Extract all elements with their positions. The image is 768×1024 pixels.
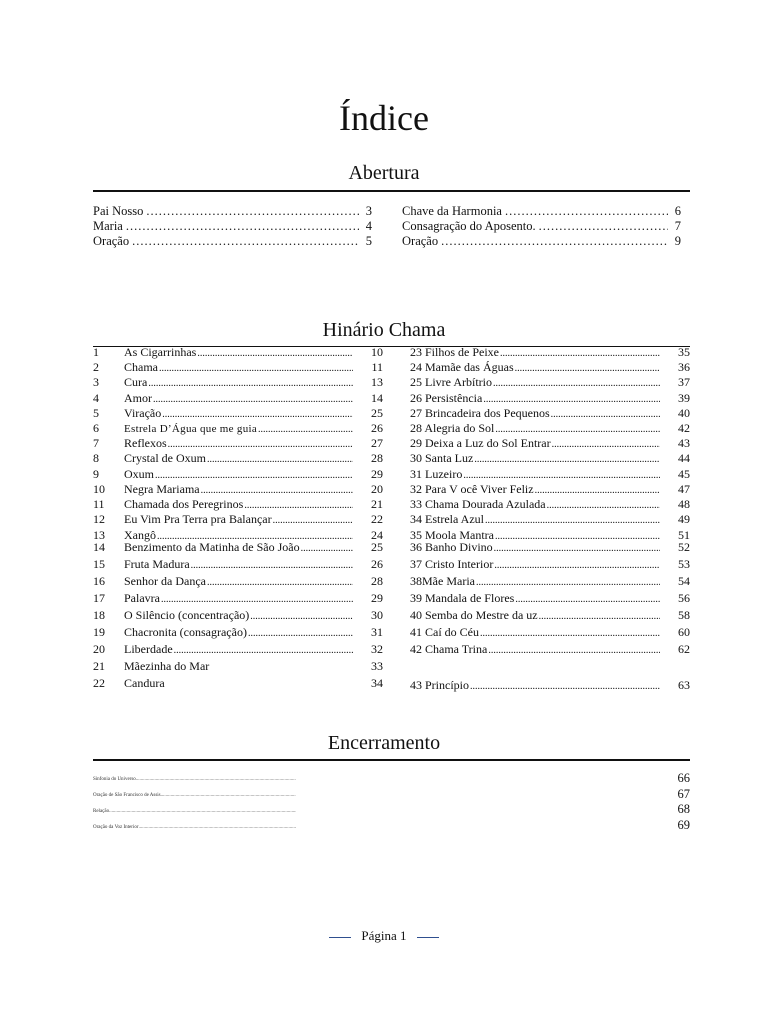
toc-leader-dots <box>155 468 353 483</box>
closing-entry-page: 68 <box>677 802 690 816</box>
hymn-entry[interactable] <box>410 451 690 466</box>
closing-entry-label: Oração da Voz Interior <box>93 825 139 830</box>
toc-leader-dots <box>161 788 296 804</box>
hymn-number: 17 <box>93 591 105 606</box>
toc-entry-page: 4 <box>365 219 372 233</box>
hymn-number: 18 <box>93 608 105 623</box>
hymn-entry[interactable] <box>410 375 690 390</box>
hymn-number: 14 <box>93 540 105 555</box>
toc-entry-page: 5 <box>365 234 372 248</box>
toc-leader-dots <box>494 557 660 574</box>
hymn-page: 26 <box>371 420 383 435</box>
hymn-title: Negra Mariama <box>124 481 200 496</box>
closing-entry-page: 67 <box>677 786 690 801</box>
hymn-page: 51 <box>678 528 690 543</box>
toc-entry[interactable] <box>93 204 372 219</box>
hymn-number: 6 <box>93 420 99 435</box>
toc-entry-label: Oração <box>402 234 439 248</box>
hymn-page: 48 <box>678 496 690 511</box>
hymn-title: 42 Chama Trina <box>410 642 488 657</box>
toc-entry-page: 6 <box>674 204 681 218</box>
hymn-page: 22 <box>371 512 383 527</box>
toc-leader-dots <box>535 483 660 498</box>
hymn-title: Benzimento da Matinha de São João <box>124 540 300 555</box>
hymn-page: 43 <box>678 436 690 451</box>
hymn-number: 3 <box>93 375 99 390</box>
toc-leader-dots <box>474 452 660 467</box>
hymn-page: 25 <box>371 405 383 420</box>
hymn-title: As Cigarrinhas <box>124 345 197 359</box>
hymn-page: 56 <box>678 591 690 606</box>
hymn-page: 25 <box>371 540 383 555</box>
toc-leader-dots <box>248 625 353 642</box>
toc-entry[interactable] <box>93 234 372 249</box>
hymn-page: 40 <box>678 405 690 420</box>
hymn-entry[interactable] <box>410 360 690 375</box>
hymn-page: 30 <box>371 608 383 623</box>
toc-leader-dots <box>191 557 353 574</box>
toc-entry[interactable] <box>93 219 372 234</box>
hymn-entry[interactable] <box>93 391 383 406</box>
hymn-title: 31 Luzeiro <box>410 466 463 481</box>
toc-leader-dots <box>244 498 353 513</box>
hymn-page: 32 <box>371 642 383 657</box>
section-heading-abertura: Abertura <box>348 162 420 184</box>
hymn-title: 29 Deixa a Luz do Sol Entrar <box>410 436 551 451</box>
hymn-title: 27 Brincadeira dos Pequenos <box>410 405 550 420</box>
hymn-title: Cura <box>124 375 148 390</box>
hymn-entry[interactable] <box>410 590 690 607</box>
hymn-number: 8 <box>93 451 99 466</box>
hymn-page: 33 <box>371 659 383 674</box>
hymn-number: 7 <box>93 436 99 451</box>
hymn-entry[interactable] <box>410 467 690 482</box>
closing-entry[interactable] <box>93 804 296 820</box>
closing-entry-label: Sinfonia do Universo <box>93 777 136 782</box>
hymn-title: Chacronita (consagração) <box>124 625 247 640</box>
toc-leader-dots <box>494 543 660 555</box>
toc-leader-dots <box>126 219 359 234</box>
hymn-title: Mãezinha do Mar <box>124 659 210 674</box>
toc-leader-dots <box>301 543 353 555</box>
hymn-entry[interactable] <box>93 541 383 553</box>
toc-entry[interactable] <box>402 219 681 234</box>
hymn-page: 28 <box>371 574 383 589</box>
hymn-page: 34 <box>371 676 383 691</box>
hymn-title: 43 Princípio <box>410 678 469 693</box>
closing-entry[interactable] <box>93 788 296 804</box>
hymn-entry[interactable] <box>93 497 383 512</box>
toc-leader-dots <box>168 437 353 452</box>
hymn-title: 36 Banho Divino <box>410 540 493 555</box>
toc-leader-dots <box>495 531 660 543</box>
hymn-entry[interactable] <box>410 624 690 641</box>
hymn-title: 25 Livre Arbítrio <box>410 375 492 390</box>
hymn-page: 13 <box>371 375 383 390</box>
hymn-number: 4 <box>93 390 99 405</box>
hymn-title: Estrela D’Água que me guia <box>124 422 258 435</box>
hymn-title: Xangô <box>124 528 156 543</box>
hymn-page: 58 <box>678 608 690 623</box>
hymn-page: 27 <box>371 436 383 451</box>
hymn-number: 9 <box>93 466 99 481</box>
hymn-title: 34 Estrela Azul <box>410 512 484 527</box>
hymn-page: 60 <box>678 625 690 640</box>
hymn-page: 45 <box>678 466 690 481</box>
hymn-entry[interactable] <box>410 573 690 590</box>
toc-leader-dots <box>463 468 660 483</box>
hymn-title: Palavra <box>124 591 160 606</box>
toc-leader-dots <box>470 678 660 695</box>
hymn-entry[interactable] <box>93 467 383 482</box>
hymn-number: 19 <box>93 625 105 640</box>
toc-entry-label: Maria <box>93 219 123 233</box>
toc-leader-dots <box>476 574 660 591</box>
hymn-title: 30 Santa Luz <box>410 451 474 466</box>
hymn-title: 23 Filhos de Peixe <box>410 345 499 359</box>
hymn-title: Crystal de Oxum <box>124 451 206 466</box>
section-heading-encerramento: Encerramento <box>327 732 441 754</box>
toc-leader-dots <box>273 513 353 528</box>
toc-leader-dots <box>207 574 353 591</box>
hymn-number: 13 <box>93 528 105 543</box>
toc-leader-dots <box>250 608 353 625</box>
hymn-title: 26 Persistência <box>410 390 483 405</box>
hymn-entry[interactable] <box>410 607 690 624</box>
hymn-entry[interactable] <box>410 556 690 573</box>
hymn-page: 28 <box>371 451 383 466</box>
hymn-entry[interactable] <box>410 641 690 658</box>
hymn-entry[interactable] <box>410 391 690 406</box>
toc-entry-label: Oração <box>93 234 130 248</box>
hymn-entry[interactable] <box>93 360 383 375</box>
toc-entry-page: 3 <box>365 204 372 218</box>
toc-leader-dots <box>515 591 660 608</box>
hymn-entry[interactable] <box>410 406 690 421</box>
toc-leader-dots <box>201 483 353 498</box>
toc-leader-dots <box>132 234 359 249</box>
toc-leader-dots <box>539 608 660 625</box>
toc-leader-dots <box>159 361 353 376</box>
hymn-title: Viração <box>124 405 162 420</box>
hymn-title: O Silêncio (concentração) <box>124 608 250 623</box>
closing-entry-page: 66 <box>677 771 690 785</box>
hymn-number: 5 <box>93 405 99 420</box>
hymn-page: 47 <box>678 481 690 496</box>
hymn-entry[interactable] <box>93 556 383 573</box>
toc-leader-dots <box>441 234 668 249</box>
hymn-title: 38Mãe Maria <box>410 574 475 589</box>
toc-leader-dots <box>174 642 353 659</box>
hymn-page: 14 <box>371 390 383 405</box>
hymn-entry[interactable] <box>93 451 383 466</box>
page-number-label: Página 1 <box>361 928 407 943</box>
toc-leader-dots <box>547 498 660 513</box>
hymn-page: 42 <box>678 420 690 435</box>
hymn-page: 21 <box>371 496 383 511</box>
hymn-entry[interactable] <box>93 607 383 624</box>
hymn-entry[interactable] <box>410 541 690 553</box>
toc-leader-dots <box>258 422 353 437</box>
toc-leader-dots <box>551 407 660 422</box>
toc-entry-page: 9 <box>674 234 681 248</box>
closing-entry[interactable] <box>93 772 296 788</box>
hymn-number: 16 <box>93 574 105 589</box>
hymn-page: 29 <box>371 591 383 606</box>
hymn-entry-empty <box>410 658 690 675</box>
hymn-page: 11 <box>371 360 383 375</box>
hymn-entry[interactable] <box>410 512 690 527</box>
encerramento-rule <box>93 759 690 761</box>
hymn-entry[interactable] <box>410 421 690 436</box>
hymn-page: 44 <box>678 451 690 466</box>
toc-entry-label: Pai Nosso <box>93 204 144 218</box>
encerramento-pages <box>640 771 690 833</box>
toc-entry[interactable] <box>402 234 681 249</box>
toc-leader-dots <box>146 204 359 219</box>
hymn-number: 22 <box>93 676 105 691</box>
toc-entry-page: 7 <box>674 219 681 233</box>
toc-leader-dots <box>480 625 660 642</box>
hymn-page: 63 <box>678 678 690 693</box>
hymn-number: 2 <box>93 360 99 375</box>
hymn-title: 39 Mandala de Flores <box>410 591 515 606</box>
hymn-page: 54 <box>678 574 690 589</box>
hymn-entry[interactable] <box>93 675 383 692</box>
hymn-page: 36 <box>678 360 690 375</box>
hymn-page: 35 <box>678 345 690 359</box>
closing-entry-page: 69 <box>677 817 690 832</box>
toc-leader-dots <box>539 219 668 234</box>
hymn-entry[interactable] <box>93 436 383 451</box>
hymn-title: 41 Caí do Céu <box>410 625 479 640</box>
toc-entry[interactable] <box>402 204 681 219</box>
hymn-title: Oxum <box>124 466 154 481</box>
page-title: Índice <box>339 98 429 138</box>
hymn-number: 1 <box>93 345 99 359</box>
hymn-entry[interactable] <box>93 641 383 658</box>
hymn-page: 49 <box>678 512 690 527</box>
toc-leader-dots <box>505 204 668 219</box>
hymn-title: Eu Vim Pra Terra pra Balançar <box>124 512 272 527</box>
hymn-title: 28 Alegria do Sol <box>410 420 495 435</box>
hymn-number: 20 <box>93 642 105 657</box>
abertura-right-list <box>402 204 681 249</box>
hymn-number: 10 <box>93 481 105 496</box>
toc-leader-dots <box>197 346 353 361</box>
hymn-page: 39 <box>678 390 690 405</box>
hymn-page: 29 <box>371 466 383 481</box>
closing-entry[interactable] <box>93 820 296 836</box>
closing-entry-label: Oração de São Francisco de Assis <box>93 793 161 798</box>
hymn-entry[interactable] <box>93 482 383 497</box>
hymn-entry[interactable] <box>410 677 690 694</box>
hymn-entry[interactable] <box>410 497 690 512</box>
toc-leader-dots <box>495 422 660 437</box>
encerramento-list <box>93 772 296 836</box>
footer-rule-left <box>329 937 351 938</box>
hymn-entry[interactable] <box>93 512 383 527</box>
hymn-title: 40 Semba do Mestre da uz <box>410 608 538 623</box>
hymn-title: Amor <box>124 390 152 405</box>
page-footer <box>0 928 768 944</box>
toc-leader-dots <box>207 452 353 467</box>
hymn-title: 33 Chama Dourada Azulada <box>410 496 546 511</box>
hymn-title: Senhor da Dança <box>124 574 206 589</box>
hymn-title: Liberdade <box>124 642 173 657</box>
hymn-title: Candura <box>124 676 165 691</box>
hymn-entry[interactable] <box>410 436 690 451</box>
hymn-page: 26 <box>371 557 383 572</box>
toc-leader-dots <box>139 820 297 836</box>
hymn-entry[interactable] <box>93 590 383 607</box>
toc-leader-dots <box>488 642 660 659</box>
hymn-title: 24 Mamãe das Águas <box>410 360 514 375</box>
hymn-title: Chama <box>124 360 158 375</box>
toc-leader-dots <box>161 591 353 608</box>
hymn-entry[interactable] <box>93 421 383 436</box>
hymn-entry[interactable] <box>93 624 383 641</box>
hymn-entry[interactable] <box>93 573 383 590</box>
hymn-number: 11 <box>93 496 105 511</box>
toc-leader-dots <box>153 392 353 407</box>
hymn-entry[interactable] <box>93 658 383 675</box>
toc-entry-label: Chave da Harmonia <box>402 204 502 218</box>
hymn-page: 24 <box>371 528 383 543</box>
hymn-number: 12 <box>93 512 105 527</box>
hymn-page: 62 <box>678 642 690 657</box>
hymn-page: 31 <box>371 625 383 640</box>
hymn-page: 37 <box>678 375 690 390</box>
toc-leader-dots <box>162 407 353 422</box>
toc-leader-dots <box>500 346 660 361</box>
hymn-entry[interactable] <box>93 375 383 390</box>
hymn-title: 32 Para V ocê Viver Feliz <box>410 481 534 496</box>
hinario-right-list <box>410 345 690 694</box>
hymn-number: 15 <box>93 557 105 572</box>
hymn-entry[interactable] <box>410 345 690 360</box>
toc-leader-dots <box>485 513 660 528</box>
toc-entry-label: Consagração do Aposento. <box>402 219 536 233</box>
hymn-entry[interactable] <box>93 345 383 360</box>
closing-entry-label: Relação <box>93 809 110 814</box>
hinario-left-list <box>93 345 383 692</box>
toc-leader-dots <box>148 376 353 391</box>
toc-leader-dots <box>109 804 296 820</box>
hymn-page: 20 <box>371 481 383 496</box>
toc-leader-dots <box>515 361 660 376</box>
hymn-title: 37 Cristo Interior <box>410 557 494 572</box>
hymn-page: 53 <box>678 557 690 572</box>
toc-leader-dots <box>483 392 660 407</box>
hymn-page: 10 <box>371 345 383 359</box>
hymn-number: 21 <box>93 659 105 674</box>
hymn-title: Reflexos <box>124 436 167 451</box>
hymn-title: Chamada dos Peregrinos <box>124 496 244 511</box>
hymn-entry[interactable] <box>93 406 383 421</box>
abertura-rule <box>93 190 690 192</box>
hymn-page: 52 <box>678 540 690 555</box>
section-heading-hinario: Hinário Chama <box>322 319 446 341</box>
toc-leader-dots <box>136 772 296 788</box>
toc-leader-dots <box>552 437 660 452</box>
toc-leader-dots <box>493 376 660 391</box>
abertura-left-list <box>93 204 372 249</box>
footer-rule-right <box>417 937 439 938</box>
hymn-title: Fruta Madura <box>124 557 190 572</box>
hymn-entry[interactable] <box>410 482 690 497</box>
hymn-title: 35 Moola Mantra <box>410 528 494 543</box>
